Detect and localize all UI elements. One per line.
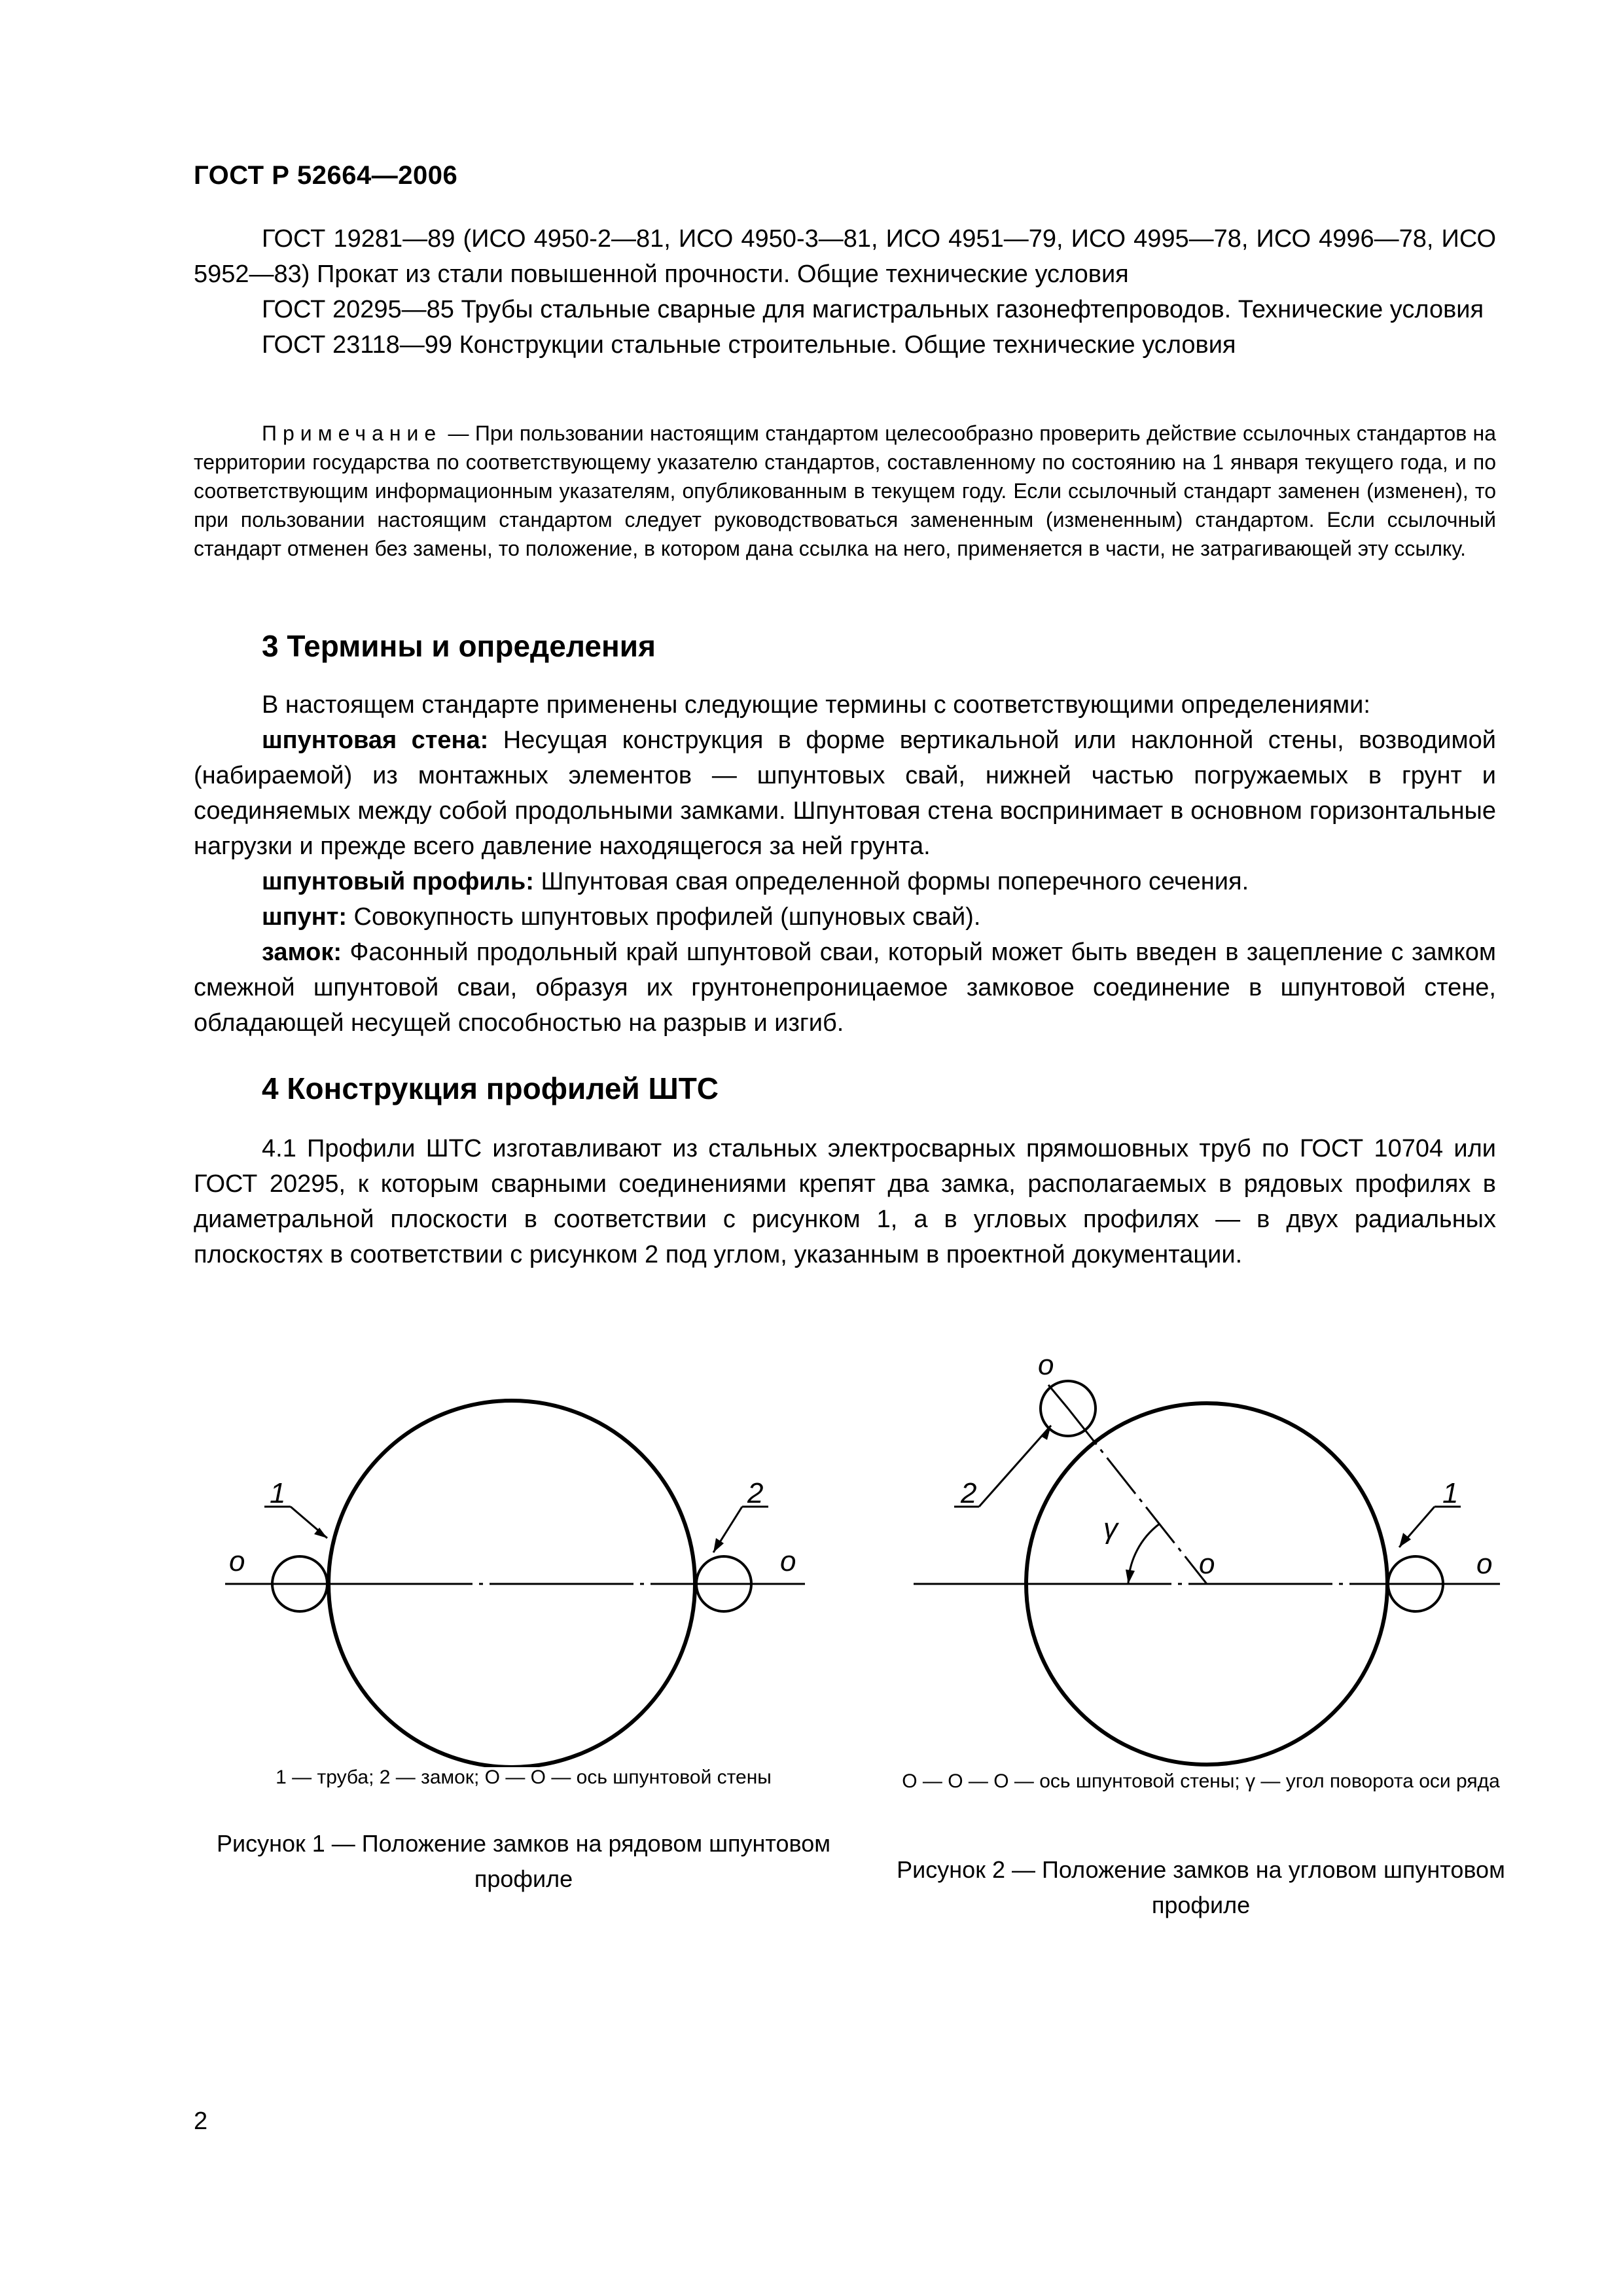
figure-2-diagram (864, 1309, 1518, 1767)
note-paragraph (194, 419, 1496, 563)
section-4-title: 4 Конструкция профилей ШТС (262, 1071, 719, 1105)
page-number: 2 (194, 2108, 208, 2135)
label-1: 1 (270, 1477, 286, 1509)
label-o-left: о (229, 1545, 245, 1577)
label-2: 2 (961, 1477, 977, 1509)
term-definition: Несущая конструкция в форме вертикальной или наклонной стены, возводимой (набираемой) из монтажных элементов — шпунтовых свай, нижней частью погружаемых в грунт и соединяемых между собой продольными замками. Шпунтовая стена воспринимает в основном горизонтальные нагрузки и прежде всего давление находящегося за ней грунта. (194, 726, 1497, 860)
label-o-right: о (780, 1545, 796, 1577)
terms-intro: В настоящем стандарте применены следующие термины с соответствующими определениями: (262, 691, 1370, 719)
note-label: Примечание (262, 422, 442, 445)
label-2: 2 (747, 1477, 764, 1509)
term-name: шпунтовая стена: (262, 726, 489, 754)
arrow-head-2 (1041, 1426, 1051, 1440)
terms-list (194, 687, 1496, 1041)
reference-item: ГОСТ 20295—85 Трубы стальные сварные для магистральных газонефтепроводов. Технические условия (262, 296, 1484, 323)
angle-arrow-head (1126, 1570, 1135, 1584)
arrow-head-2 (713, 1538, 724, 1552)
label-o-top: о (1038, 1349, 1054, 1381)
term-entry (194, 899, 1496, 935)
label-1: 1 (1442, 1477, 1459, 1509)
paragraph-4-1 (194, 1131, 1496, 1272)
figure-2-caption: Рисунок 2 — Положение замков на угловом шпунтовом профиле (897, 1856, 1505, 1918)
section-3-title: 3 Термины и определения (262, 629, 656, 663)
leader-line-2-arrow (979, 1426, 1051, 1507)
note-text: — При пользовании настоящим стандартом целесообразно проверить действие ссылочных стандартов на территории государства по соответствующему указателю стандартов, составленному по состоянию на 1 января текущего года, и по соответствующим информационным указателям, опубликованным в текущем году. Если ссылочный стандарт заменен (изменен), то при пользовании настоящим стандартом следует руководствоваться замененным (измененным) стандартом. Если ссылочный стандарт отменен без замены, то положение, в котором дана ссылка на него, применяется в части, не затрагивающей эту ссылку. (194, 422, 1496, 560)
figure-2-legend: О — О — О — ось шпунтовой стены; γ — угол поворота оси ряда (902, 1770, 1500, 1792)
term-name: замок: (262, 939, 342, 966)
term-definition: Фасонный продольный край шпунтовой сваи, который может быть введен в зацепление с замком смежной шпунтовой сваи, образуя их грунтонепроницаемое замковое соединение в шпунтовой стене, обладающей несущей способностью на разрыв и изгиб. (194, 939, 1496, 1037)
figure-1-caption: Рисунок 1 — Положение замков на рядовом шпунтовом профиле (216, 1830, 831, 1892)
label-o-right: о (1476, 1548, 1493, 1580)
term-definition: Совокупность шпунтовых профилей (шпуновых свай). (346, 903, 981, 931)
label-gamma: γ (1103, 1513, 1118, 1545)
term-entry (194, 864, 1496, 899)
reference-item: ГОСТ 23118—99 Конструкции стальные строительные. Общие технические условия (262, 331, 1236, 359)
term-name: шпунт: (262, 903, 347, 931)
radial-axis-top (1048, 1385, 1068, 1408)
term-entry (194, 935, 1496, 1041)
radial-axis-dashed (1068, 1408, 1207, 1584)
paragraph-4-1-text: 4.1 Профили ШТС изготавливают из стальных электросварных прямошовных труб по ГОСТ 10704 или ГОСТ 20295, к которым сварными соединениями крепят два замка, располагаемых в рядовых профилях в диаметральной плоскости в соответствии с рисунком 1, а в угловых профилях — в двух радиальных плоскостях в соответствии с рисунком 2 под углом, указанным в проектной документации. (194, 1135, 1496, 1268)
reference-item: ГОСТ 19281—89 (ИСО 4950-2—81, ИСО 4950-3—81, ИСО 4951—79, ИСО 4995—78, ИСО 4996—78, ИСО 5952—83) Прокат из стали повышенной прочности. Общие технические условия (194, 225, 1496, 288)
figure-1-diagram (196, 1309, 851, 1767)
references-list (194, 221, 1496, 363)
angle-arc (1128, 1524, 1160, 1584)
document-header: ГОСТ Р 52664—2006 (194, 161, 458, 190)
label-o-center: о (1199, 1548, 1215, 1580)
term-definition: Шпунтовая свая определенной формы поперечного сечения. (533, 868, 1249, 895)
figure-1-legend: 1 — труба; 2 — замок; О — О — ось шпунтовой стены (276, 1767, 772, 1788)
term-name: шпунтовый профиль: (262, 868, 534, 895)
term-entry (194, 723, 1496, 864)
